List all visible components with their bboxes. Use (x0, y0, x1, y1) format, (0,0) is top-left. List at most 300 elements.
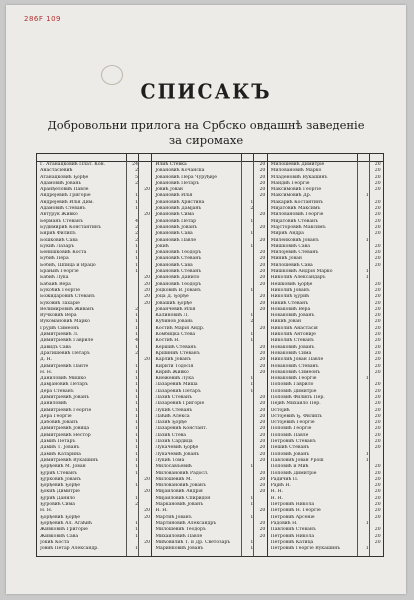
donor-name: Петровић Никола (270, 502, 315, 508)
amount-ducats: 1 (135, 382, 138, 388)
amount-ducats: 1 (365, 269, 369, 275)
donor-name: Давидъ Сава (40, 344, 71, 350)
amount-para: 20 (259, 476, 266, 482)
donor-name: Максимовић Георгiе (270, 187, 322, 193)
amount-ducats: 1 (135, 470, 138, 476)
amount-para: 20 (374, 514, 381, 520)
amount-para: 20 (374, 338, 381, 344)
donor-name: Ђурковић Јованъ (40, 476, 81, 482)
amount-para: 20 (259, 394, 266, 400)
amount-ducats: 1 (135, 319, 138, 325)
amount-ducats: 1 (135, 432, 138, 438)
amount-ducats: 2 (135, 237, 138, 243)
donor-name: Костић Марiя Андр. (155, 325, 205, 331)
donor-name: Јовановић Теодоръ (155, 281, 202, 287)
amount-ducats: 1 (135, 420, 138, 426)
amount-para: 20 (374, 420, 381, 426)
amount-ducats: 1 (250, 287, 254, 293)
donor-name: Јованчевић Илiя (155, 306, 196, 312)
donor-name: Велимировић Живанъ (40, 306, 95, 312)
donor-name: Павловић Стеванъ (270, 527, 316, 533)
amount-para: 20 (374, 281, 381, 287)
donor-name: Мијатовић Максимъ (270, 206, 321, 212)
amount-ducats: 1 (135, 451, 138, 457)
amount-para: 20 (374, 413, 381, 419)
donor-name: Никић Јован (270, 319, 302, 325)
donor-name: Андрејевић Илiя Дим. (40, 199, 94, 205)
amount-para: 20 (374, 344, 381, 350)
amount-para: 20 (259, 275, 266, 281)
amount-para: 20 (259, 520, 266, 526)
amount-ducats: 1 (135, 193, 138, 199)
amount-para: 20 (259, 269, 266, 275)
amount-para: 20 (259, 470, 266, 476)
donor-name: Карлић Јованъ (155, 357, 191, 363)
donor-name: Поповић Павле (270, 432, 309, 438)
donor-name: Петровић Никола (270, 533, 315, 539)
donor-name: Димитрiевић Вукашинъ (40, 457, 99, 463)
donor-name: Новаковић Вера (270, 306, 311, 312)
donor-name: Живковић Сава (40, 533, 79, 539)
donor-name: Николић Ђурић (270, 294, 310, 300)
donor-name: Ђуровић Сима (40, 502, 76, 508)
donor-name: Лаћић Алекса (155, 413, 190, 419)
donor-name: Бобић, Шпица и Врацо (40, 262, 96, 268)
donor-name: Јокић (155, 243, 169, 249)
amount-para: 20 (374, 439, 381, 445)
amount-ducats: 2 (135, 180, 138, 186)
amount-para: 20 (374, 357, 381, 363)
amount-para: 20 (259, 445, 266, 451)
donor-name: Дамић Т. Јованъ (40, 445, 80, 451)
amount-ducats: 1 (135, 369, 138, 375)
donor-name: Никић Стеванъ (270, 300, 309, 306)
donor-name: Н. Н. (270, 489, 284, 495)
amount-para: 20 (259, 457, 266, 463)
amount-ducats: 1 (250, 539, 254, 545)
amount-ducats: 1 (135, 520, 138, 526)
document-page (6, 5, 406, 594)
amount-para: 20 (259, 174, 266, 180)
donor-name: Петровић Георгiе Вукашинъ (270, 546, 341, 552)
amount-para: 20 (374, 174, 381, 180)
donor-name: Адамовић Јовань (40, 180, 81, 186)
donor-name: Костић Н. (155, 338, 180, 344)
column-header (152, 154, 266, 162)
donor-name: Будимирић Константинъ (40, 224, 101, 230)
amount-para: 20 (144, 514, 150, 520)
header-divider (253, 154, 254, 161)
amount-para: 20 (144, 300, 150, 306)
amount-para: 20 (374, 287, 381, 293)
donor-name: Лазић Сардица (155, 439, 193, 445)
amount-para: 20 (374, 300, 381, 306)
donor-name: Лазаревић Миша (155, 382, 198, 388)
amount-para: 20 (144, 287, 150, 293)
donor-name: Остојевић Георгiе (270, 420, 315, 426)
amount-ducats: 1 (135, 313, 138, 319)
donor-name: Лазић Ђорђе (155, 420, 187, 426)
amount-para: 20 (259, 401, 266, 407)
amount-para: 20 (374, 502, 381, 508)
donor-name: Николић Јован Павле (270, 357, 324, 363)
amount-ducats: 1 (365, 520, 369, 526)
amount-ducats: 2 (135, 224, 138, 230)
donor-name: Лукић Тома (155, 457, 185, 463)
donor-name: Петровић Стеванъ (270, 439, 316, 445)
amount-para: 20 (259, 325, 266, 331)
amount-para: 20 (374, 394, 381, 400)
amount-para: 20 (259, 250, 266, 256)
amount-ducats: 4 (135, 338, 138, 344)
donor-name: Андрејевић Григорiе (40, 193, 91, 199)
amount-para: 20 (374, 445, 381, 451)
amount-ducats: 2 (135, 168, 138, 174)
donor-name: Аранђеловић Павле (40, 187, 89, 193)
amount-para: 20 (144, 539, 150, 545)
donor-name: Јовановић Пера Чуруђије (155, 174, 217, 180)
amount-ducats: 1 (135, 394, 138, 400)
donor-name: Маркановић Јованъ (155, 502, 204, 508)
amount-para: 20 (144, 187, 150, 193)
donor-name: Мићовилић Т. и Др. Светозаръ (155, 539, 231, 545)
amount-ducats: 1 (135, 401, 138, 407)
donor-name: Драгишевић Петаръ (40, 350, 90, 356)
amount-para: 20 (144, 357, 150, 363)
donor-name: Кирић Живко (155, 369, 189, 375)
amount-para: 20 (374, 332, 381, 338)
amount-para: 20 (374, 243, 381, 249)
donor-name: Автурук Живко (40, 212, 78, 218)
amount-ducats: 1 (250, 218, 254, 224)
donor-name: Мијатовић Стеванъ (270, 218, 319, 224)
amount-para: 20 (374, 489, 381, 495)
amount-ducats: 4 (135, 218, 138, 224)
amount-para: 20 (374, 369, 381, 375)
donor-name: Јовашић Ђорђе (155, 300, 192, 306)
donor-name: Радовић Н. (270, 520, 298, 526)
table-row (268, 546, 383, 552)
donor-name: Новаковић Јованъ (270, 313, 315, 319)
header-divider (126, 154, 127, 161)
donor-name: Анастасiевић (40, 168, 73, 174)
donor-name: Дера Георгiе (40, 413, 72, 419)
donor-name: Ђорђевић Ал. Агаћић (40, 520, 92, 526)
amount-ducats: 1 (365, 237, 369, 243)
donor-name: Вукомановић Марко (40, 319, 90, 325)
donor-name: Мишковић Сава (270, 243, 310, 249)
donor-name: Ђорђевић Ђорђе (40, 514, 80, 520)
donor-name: Мандић Георгiе (270, 180, 310, 186)
amount-ducats: 1 (250, 382, 254, 388)
amount-para: 20 (374, 495, 381, 501)
amount-para: 20 (374, 262, 381, 268)
donor-name: Поповић Јованъ (270, 451, 310, 457)
amount-ducats: 1 (365, 376, 369, 382)
document-subtitle (6, 118, 406, 148)
amount-para: 20 (374, 250, 381, 256)
amount-para: 20 (374, 508, 381, 514)
donor-name: Нешковић Ђорђе (270, 281, 313, 287)
amount-para: 20 (259, 489, 266, 495)
header-divider (357, 154, 358, 161)
amount-para: 20 (374, 464, 381, 470)
donor-name: Поповић Димитрiе (270, 388, 317, 394)
amount-ducats: 1 (365, 457, 369, 463)
amount-ducats: 1 (135, 445, 138, 451)
donor-table (36, 153, 384, 557)
donor-name: Димитрiевић Георгiе (40, 407, 92, 413)
amount-ducats: 1 (135, 407, 138, 413)
amount-ducats: 1 (250, 231, 254, 237)
donor-name: Петровић Арсенiе (270, 514, 315, 520)
donor-name: Петровић Катица (270, 539, 314, 545)
donor-name: Мајсторовић Максимъ (270, 224, 326, 230)
donor-name: Ђурић Стеванъ (40, 470, 77, 476)
donor-name: Јокић Коста (40, 539, 70, 545)
amount-ducats: 2 (135, 350, 138, 356)
amount-para: 20 (259, 369, 266, 375)
donor-name: Вучковић Вера (40, 313, 77, 319)
donor-name: Бабаић Вера (40, 281, 71, 287)
amount-para: 20 (259, 533, 266, 539)
donor-name: Николић Александаръ (270, 275, 326, 281)
donor-name: Милошевић Димитрiе (270, 162, 325, 167)
donor-name: Даниловић Мишко (40, 376, 87, 382)
donor-name: Бенишковић Коста (40, 250, 87, 256)
amount-para: 20 (144, 275, 150, 281)
amount-para: 20 (259, 357, 266, 363)
donor-name: Даниловић (40, 401, 67, 407)
donor-name: Новаковић Симеонъ (270, 369, 321, 375)
amount-para: 20 (259, 281, 266, 287)
amount-ducats: 1 (250, 464, 254, 470)
donor-name: Дамић Петаръ (40, 439, 76, 445)
amount-ducats: 1 (250, 199, 254, 205)
amount-para: 20 (374, 539, 381, 545)
amount-para: 20 (259, 413, 266, 419)
amount-ducats: 1 (135, 495, 138, 501)
donor-name: Миловановић Марко (270, 168, 322, 174)
donor-name: Букић Лазаръ (40, 243, 75, 249)
amount-para: 20 (374, 180, 381, 186)
donor-name: Комбицка Стева (155, 332, 196, 338)
donor-name: Бошковић Сава (40, 237, 78, 243)
amount-para: 20 (144, 489, 150, 495)
amount-ducats: 1 (250, 546, 254, 552)
amount-ducats: 1 (250, 376, 254, 382)
donor-name: Поповић и Мић (270, 464, 309, 470)
donor-name: Пешић Стеванъ (270, 445, 310, 451)
donor-name: Новаковић Стеванъ (270, 363, 319, 369)
amount-ducats: 1 (135, 332, 138, 338)
donor-name: Јовановић Кочанска (155, 168, 205, 174)
donor-name: Божидаровић Стеванъ (40, 294, 95, 300)
donor-name: Дамјановић Петаръ (40, 382, 88, 388)
donor-name: Адамовић Стеванъ (40, 206, 86, 212)
donor-name: Рајић Н. (270, 483, 291, 489)
amount-para: 20 (259, 350, 266, 356)
table-column (268, 154, 383, 556)
amount-ducats: 1 (250, 313, 254, 319)
donor-name: Лазић Стеванъ (155, 394, 192, 400)
donor-name: Грујић Симеонъ (40, 325, 80, 331)
amount-ducats: 2 (250, 319, 254, 325)
amount-ducats: 2 (250, 206, 254, 212)
amount-para: 20 (374, 533, 381, 539)
donor-name: Дамић Катарина (40, 451, 81, 457)
donor-name: Ђорђевић М. Јован (40, 464, 86, 470)
amount-ducats: 1 (135, 206, 138, 212)
amount-para: 20 (144, 212, 150, 218)
donor-name: Јовановић Христина (155, 199, 205, 205)
amount-para: 20 (259, 508, 266, 514)
donor-name: Д. Н. (40, 357, 53, 363)
amount-para: 20 (374, 313, 381, 319)
amount-para: 20 (259, 180, 266, 186)
donor-name: Лукачевић Ђорђе (155, 445, 199, 451)
donor-name: Максимовић Др. (270, 193, 312, 199)
amount-ducats: 1 (250, 495, 254, 501)
amount-para: 20 (259, 294, 266, 300)
amount-para: 20 (259, 193, 266, 199)
donor-name: Дабовић Јованъ (40, 420, 78, 426)
archive-stamp: 286F 109 (24, 15, 61, 23)
donor-name: Бубић Пера (40, 256, 69, 262)
amount-para: 20 (259, 451, 266, 457)
amount-ducats: 1 (365, 451, 369, 457)
donor-name: Остојевић Ђ. Филипъ (270, 413, 322, 419)
donor-name: Н. Н. (40, 508, 53, 514)
donor-name: Мирић Андра (270, 231, 304, 237)
donor-name: Милосављевић (155, 464, 192, 470)
donor-name: Миловановић Георгiе (270, 212, 324, 218)
donor-name: Поповић Гаврило (270, 382, 314, 388)
donor-name: Миловановић Радосл. (155, 470, 209, 476)
amount-ducats: 1 (135, 344, 138, 350)
donor-name: Димитрiевић Л. (40, 332, 79, 338)
amount-para: 20 (374, 306, 381, 312)
donor-name: Новаковић Георгiе (270, 376, 317, 382)
column-header (268, 154, 383, 162)
donor-name: Јовановић Петаръ (155, 180, 200, 186)
amount-ducats: 1 (250, 243, 254, 249)
donor-name: Берманъ Стеванъ (40, 218, 83, 224)
amount-para: 20 (374, 483, 381, 489)
donor-name: Букобић Георгiе (40, 287, 81, 293)
donor-name: Лазаревић Петаръ (155, 388, 201, 394)
amount-ducats: 1 (365, 546, 369, 552)
donor-name: Лазић Стева (155, 432, 186, 438)
amount-para: 20 (374, 426, 381, 432)
amount-para: 20 (259, 300, 266, 306)
donor-name: Николић Стеванъ (270, 338, 314, 344)
donor-name: Поповић Димитрiе (270, 470, 317, 476)
amount-ducats: 1 (365, 275, 369, 281)
amount-para: 20 (374, 432, 381, 438)
amount-para: 20 (259, 212, 266, 218)
donor-name: Николић Антоније (270, 332, 316, 338)
amount-ducats: 1 (135, 376, 138, 382)
donor-name: Миловановић Јованъ (155, 483, 206, 489)
amount-para: 20 (374, 187, 381, 193)
amount-para: 20 (259, 439, 266, 445)
donor-name: Милошевић Сава (270, 262, 313, 268)
table-column (152, 154, 267, 556)
table-column (37, 154, 152, 556)
amount-para: 20 (259, 237, 266, 243)
donor-name: Кнежевић Лука (155, 376, 194, 382)
amount-para: 20 (374, 212, 381, 218)
donor-name: Јовановић Јованъ (155, 224, 198, 230)
amount-ducats: 1 (135, 546, 138, 552)
amount-ducats: 1 (250, 514, 254, 520)
subtitle-line-2: за сиромахе (168, 133, 244, 147)
donor-name: Јовић Јован (155, 187, 183, 193)
amount-ducats: 1 (135, 483, 138, 489)
amount-para: 20 (259, 224, 266, 230)
amount-ducats: 24 (132, 162, 138, 167)
donor-name: Дера Стеванъ (40, 388, 74, 394)
donor-name: Мартиновић Александръ (155, 520, 217, 526)
amount-para: 20 (144, 508, 150, 514)
amount-ducats: 1 (135, 527, 138, 533)
donor-name: Јоцковић В. Јованъ (155, 287, 201, 293)
amount-para: 20 (374, 476, 381, 482)
donor-name: Брањић Георгiе (40, 269, 79, 275)
donor-name: Атанацковић Ђорђе (40, 174, 89, 180)
donor-name: Јовановић Данило (155, 275, 200, 281)
amount-ducats: 1 (135, 199, 138, 205)
donor-name: Димитрiевић Јованъ (40, 394, 90, 400)
donor-name: Милојевић Стеванъ (270, 250, 319, 256)
amount-ducats: 1 (135, 533, 138, 539)
donor-name: Н. Н. (40, 369, 53, 375)
donor-name: Јовановић Сава (155, 231, 193, 237)
amount-ducats: 1 (250, 388, 254, 394)
amount-para: 20 (144, 294, 150, 300)
donor-name: Димитрiевић Нестор (40, 432, 91, 438)
donor-name: Бабић Лука (40, 275, 69, 281)
donor-name: Николић Јованъ (270, 287, 310, 293)
amount-para: 20 (259, 527, 266, 533)
amount-para: 20 (374, 470, 381, 476)
amount-para: 20 (259, 420, 266, 426)
donor-name: Н. Н. (270, 495, 284, 501)
amount-para: 20 (259, 256, 266, 262)
donor-name: Новаковић Јованъ (270, 344, 315, 350)
donor-name: Јовановић Стеванъ (155, 256, 202, 262)
amount-ducats: 1 (135, 325, 138, 331)
donor-name: Минић Јован (270, 256, 302, 262)
amount-ducats: 1 (365, 193, 369, 199)
amount-para: 20 (374, 388, 381, 394)
donor-name: Лукић Стеванъ (155, 407, 193, 413)
donor-name: Лазаревић Констант. (155, 426, 208, 432)
amount-para: 20 (259, 426, 266, 432)
header-divider (369, 154, 370, 161)
donor-name: Лазаревић Григорiе (155, 401, 205, 407)
donor-name: Мијаиловић Андрiя (155, 489, 203, 495)
amount-para: 20 (259, 432, 266, 438)
amount-ducats: 1 (135, 457, 138, 463)
amount-para: 20 (259, 168, 266, 174)
amount-para: 20 (259, 483, 266, 489)
donor-name: Јовановић Илiя (155, 193, 193, 199)
donor-name: Петровић Н. Георгiе (270, 508, 321, 514)
donor-name: Макарић Костантинъ (270, 199, 323, 205)
donor-name: Кубинов Јовань (155, 319, 193, 325)
